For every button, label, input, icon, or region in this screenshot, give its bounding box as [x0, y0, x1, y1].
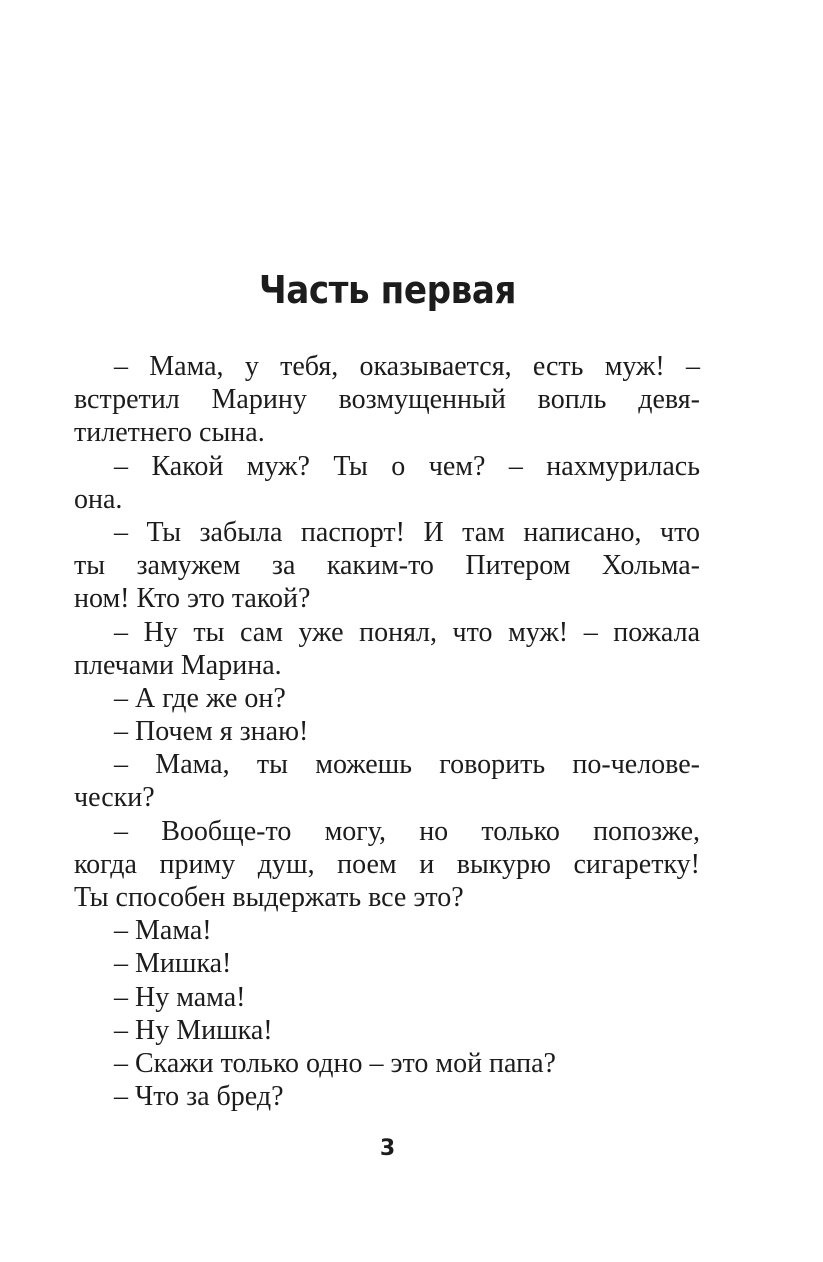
text-line: – Мама!: [114, 915, 212, 947]
text-line: – А где же он?: [114, 682, 286, 714]
text-line: – Мама, ты можешь говорить по-челове-: [114, 749, 700, 781]
text-line: – Ну мама!: [114, 981, 246, 1013]
text-line: – Что за бред?: [114, 1081, 284, 1113]
text-line: – Ты забыла паспорт! И там написано, что: [114, 516, 700, 548]
text-line: – Скажи только одно – это мой папа?: [114, 1047, 556, 1079]
text-line: – Мама, у тебя, оказывается, есть муж! –: [114, 351, 700, 382]
chapter-title: Часть первая: [259, 268, 516, 312]
text-line: плечами Марина.: [74, 649, 282, 681]
text-line: – Почем я знаю!: [114, 716, 309, 748]
text-line: – Вообще-то могу, но только попозже,: [114, 815, 700, 847]
text-line: ты замужем за каким-то Питером Хольма-: [74, 550, 700, 582]
page-number: 3: [379, 1136, 396, 1161]
text-line: чески?: [74, 782, 155, 814]
text-line: встретил Марину возмущенный вопль девя-: [74, 384, 700, 416]
text-line: – Какой муж? Ты о чем? – нахмурилась: [114, 450, 700, 482]
text-line: ном! Кто это такой?: [74, 583, 311, 615]
text-line: она.: [74, 483, 123, 515]
text-line: – Ну ты сам уже понял, что муж! – пожала: [114, 616, 700, 648]
text-line: тилетнего сына.: [74, 417, 265, 449]
text-line: – Мишка!: [114, 948, 232, 980]
text-line: Ты способен выдержать все это?: [74, 882, 464, 913]
text-line: – Ну Мишка!: [114, 1014, 273, 1046]
body-text: [74, 350, 700, 1113]
text-line: когда приму душ, поем и выкурю сигаретку!: [74, 848, 700, 880]
